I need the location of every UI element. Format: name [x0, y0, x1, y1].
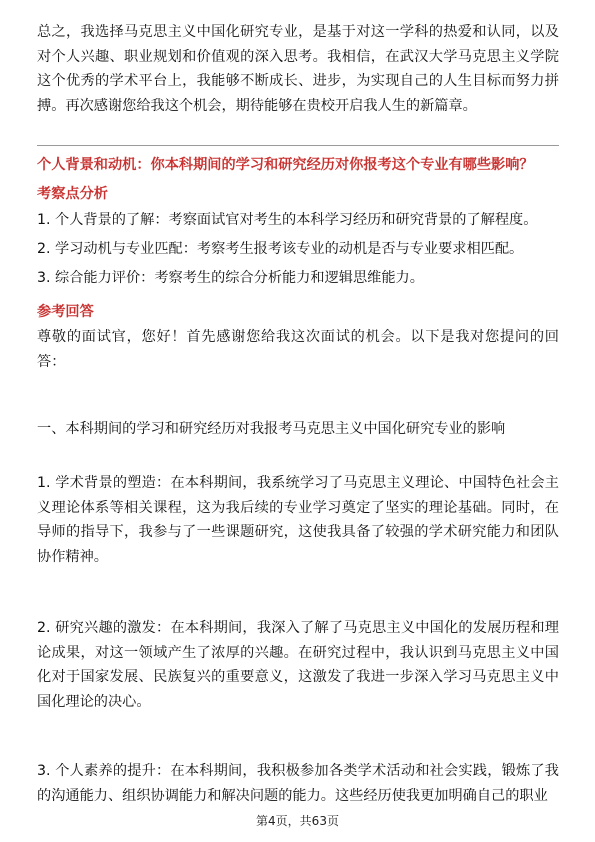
section-divider — [37, 145, 559, 146]
answer-heading: 参考回答 — [37, 304, 94, 320]
analysis-point: 1. 个人背景的了解：考察面试官对考生的本科学习经历和研究背景的了解程度。 — [37, 212, 538, 228]
analysis-point: 3. 综合能力评价：考察考生的综合分析能力和逻辑思维能力。 — [37, 270, 424, 286]
answer-section-title: 一、本科期间的学习和研究经历对我报考马克思主义中国化研究专业的影响 — [37, 421, 506, 437]
answer-greeting: 尊敬的面试官，您好！首先感谢您给我这次面试的机会。以下是我对您提问的回答： — [37, 329, 559, 370]
page-number: 第4页，共63页 — [256, 814, 339, 828]
answer-item: 3. 个人素养的提升：在本科期间，我积极参加各类学术活动和社会实践，锻炼了我的沟通能力、组织协调能力和解决问题的能力。这些经历使我更加明确自己的职业 — [37, 763, 559, 804]
answer-item: 1. 学术背景的塑造：在本科期间，我系统学习了马克思主义理论、中国特色社会主义理论体系等相关课程，这为我后续的专业学习奠定了坚实的理论基础。同时，在导师的指导下，我参与了一些课题研究，这使我具备了较强的学术研究能力和团队协作精神。 — [37, 475, 559, 565]
analysis-heading: 考察点分析 — [37, 186, 108, 202]
question-heading: 个人背景和动机：你本科期间的学习和研究经历对你报考这个专业有哪些影响？ — [37, 157, 534, 173]
answer-item: 2. 研究兴趣的激发：在本科期间，我深入了解了马克思主义中国化的发展历程和理论成果，对这一领域产生了浓厚的兴趣。在研究过程中，我认识到马克思主义中国化对于国家发展、民族复兴的重要意义，这激发了我进一步深入学习马克思主义中国化理论的决心。 — [37, 620, 559, 710]
intro-paragraph: 总之，我选择马克思主义中国化研究专业，是基于对这一学科的热爱和认同，以及对个人兴趣、职业规划和价值观的深入思考。我相信，在武汉大学马克思主义学院这个优秀的学术平台上，我能够不断成长、进步，为实现自己的人生目标而努力拼搏。再次感谢您给我这个机会，期待能够在贵校开启我人生的新篇章。 — [37, 24, 559, 114]
analysis-point: 2. 学习动机与专业匹配：考察考生报考该专业的动机是否与专业要求相匹配。 — [37, 241, 524, 257]
